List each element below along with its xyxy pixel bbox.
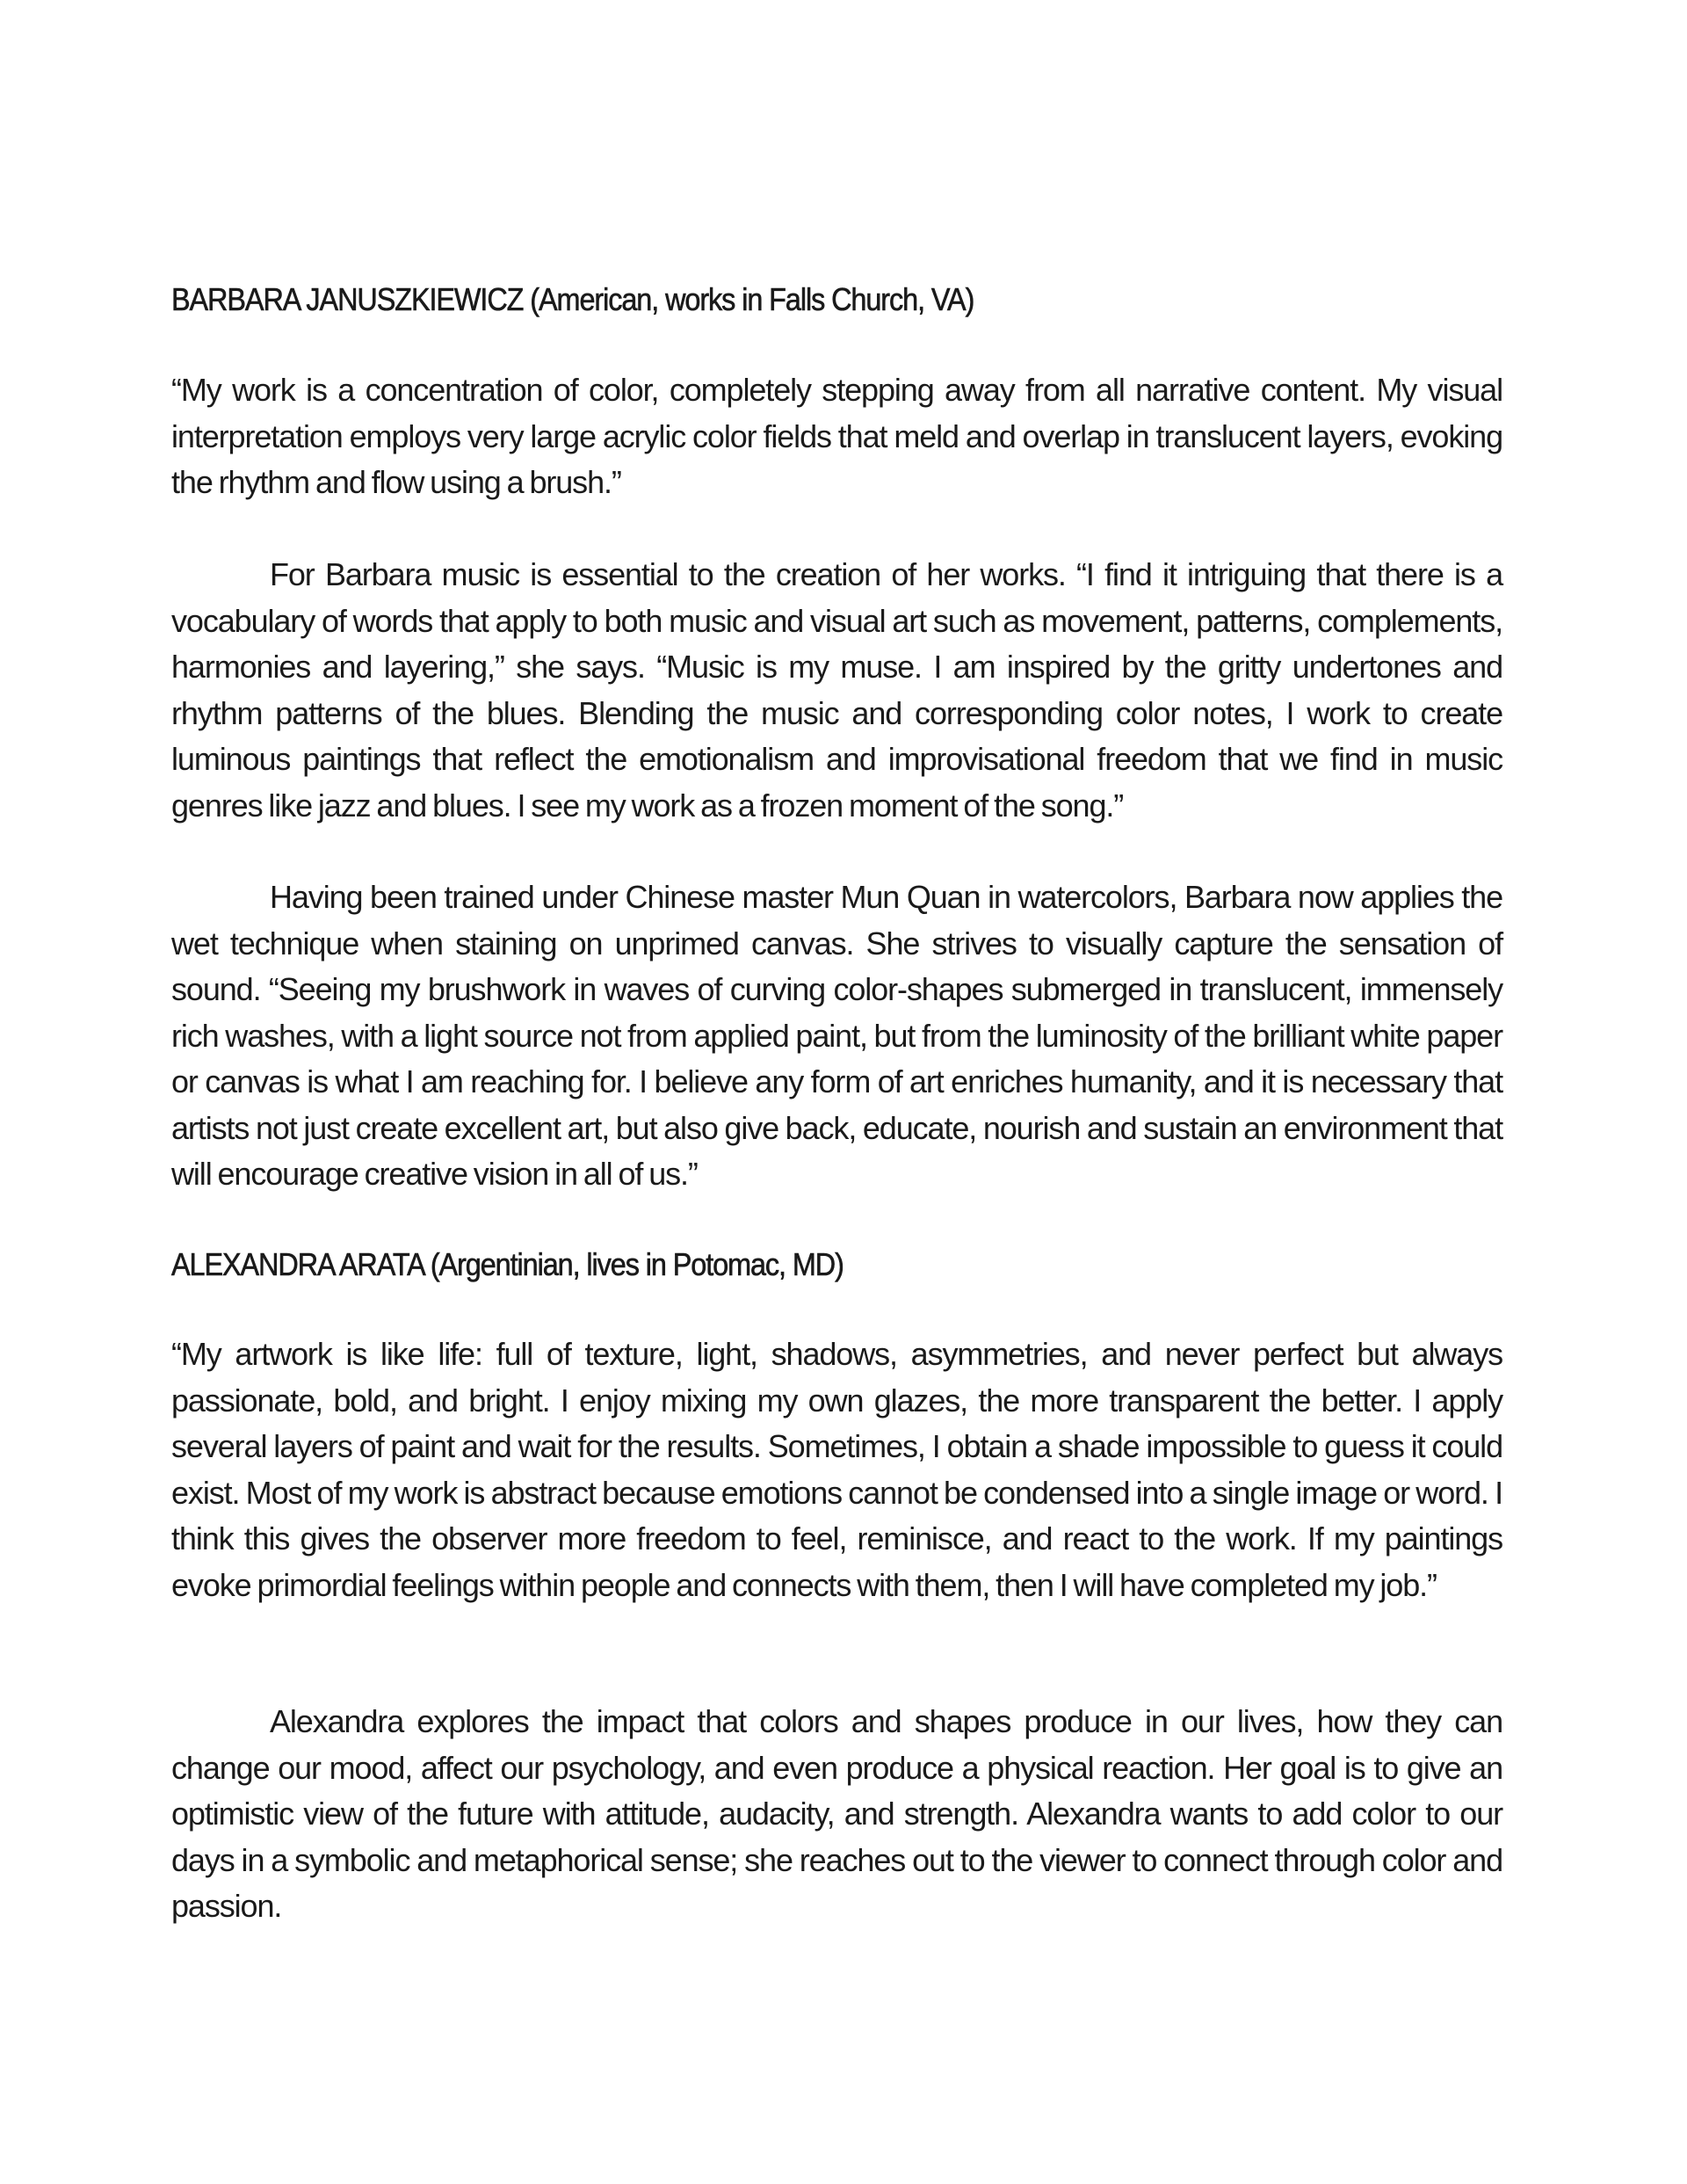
artist-quote-alexandra: “My artwork is like life: full of texture, light, shadows, asymmetries, and never perfect but always passionate, bold, and bright. I enjoy mixing my own glazes, the more transparent the better. I apply several layers of paint and wait for the results. Sometimes, I obtain a shade impossible to guess it could exist. Most of my work is abstract because emotions cannot be condensed into a single image or word. I think this gives the observer more freedom to feel, reminisce, and react to the work. If my paintings evoke primordial feelings within people and connects with them, then I will have completed my job.” <box>171 1336 1502 1603</box>
body-paragraph-barbara-training: Having been trained under Chinese master Mun Quan in watercolors, Barbara now applies the wet technique when staining on unprimed canvas. She strives to visually capture the sensation of sound. “Seeing my brushwork in waves of curving color-shapes submerged in translucent, immensely rich washes, with a light source not from applied paint, but from the luminosity of the brilliant white paper or canvas is what I am reaching for. I believe any form of art enriches humanity, and it is necessary that artists not just create excellent art, but also give back, educate, nourish and sustain an environment that will encourage creative vision in all of us.” <box>171 879 1502 1192</box>
artist-heading-barbara: BARBARA JANUSZKIEWICZ (American, works in Falls Church, VA) <box>171 281 974 317</box>
body-paragraph-barbara-music: For Barbara music is essential to the creation of her works. “I find it intriguing that there is a vocabulary of words that apply to both music and visual art such as movement, patterns, complements, harmonies and layering,” she says. “Music is my muse. I am inspired by the gritty undertones and rhythm patterns of the blues. Blending the music and corresponding color notes, I work to create luminous paintings that reflect the emotionalism and improvisational freedom that we find in music genres like jazz and blues. I see my work as a frozen moment of the song.” <box>171 556 1502 824</box>
artist-quote-barbara: “My work is a concentration of color, completely stepping away from all narrative content. My visual interpretation employs very large acrylic color fields that meld and overlap in translucent layers, evoking the rhythm and flow using a brush.” <box>171 372 1502 500</box>
body-paragraph-alexandra-colors: Alexandra explores the impact that colors and shapes produce in our lives, how they can change our mood, affect our psychology, and even produce a physical reaction. Her goal is to give an optimistic view of the future with attitude, audacity, and strength. Alexandra wants to add color to our days in a symbolic and metaphorical sense; she reaches out to the viewer to connect through color and passion. <box>171 1703 1502 1924</box>
artist-heading-alexandra: ALEXANDRA ARATA (Argentinian, lives in Potomac, MD) <box>171 1246 844 1282</box>
